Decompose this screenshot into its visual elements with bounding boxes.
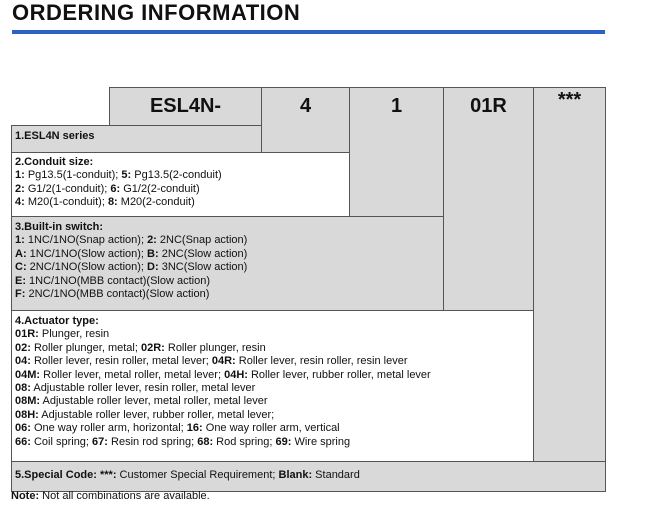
section-special-text: 5.Special Code: ***: Customer Special Requirement; Blank: Standard xyxy=(15,469,360,481)
conduit-line-2: 2: G1/2(1-conduit); 6: G1/2(2-conduit) xyxy=(15,182,200,195)
model-code-conduit: 4 xyxy=(299,94,312,117)
title-underline xyxy=(12,30,605,34)
note-label: Note: xyxy=(11,490,40,502)
switch-title: 3.Built-in switch: xyxy=(15,221,103,233)
switch-line-5: F: 2NC/1NO(MBB contact)(Slow action) xyxy=(15,288,210,301)
model-code-special: *** xyxy=(557,89,582,111)
section-series-text xyxy=(11,128,99,145)
note xyxy=(11,490,210,502)
page-title: ORDERING INFORMATION xyxy=(12,0,301,25)
actuator-line-9: 66: Coil spring; 67: Resin rod spring; 68: Rod spring; 69: Wire spring xyxy=(15,435,351,448)
model-prefix: ESL4N- xyxy=(149,94,222,117)
actuator-line-3: 04: Roller lever, resin roller, metal lever; 04R: Roller lever, resin roller, resin lever xyxy=(15,355,408,368)
conduit-line-1: 1: Pg13.5(1-conduit); 5: Pg13.5(2-conduit) xyxy=(15,169,222,182)
note-text: Not all combinations are available. xyxy=(39,490,210,502)
actuator-line-5: 08: Adjustable roller lever, resin roller, metal lever xyxy=(15,382,256,395)
switch-line-2: A: 1NC/1NO(Slow action); B: 2NC(Slow action) xyxy=(15,247,248,260)
special-code-label: 5.Special Code: ***: xyxy=(15,469,117,481)
actuator-line-7: 08H: Adjustable roller lever, rubber roller, metal lever; xyxy=(15,408,275,421)
switch-line-1: 1: 1NC/1NO(Snap action); 2: 2NC(Snap action) xyxy=(15,234,248,247)
actuator-title: 4.Actuator type: xyxy=(15,315,99,327)
model-code-actuator: 01R xyxy=(470,94,507,117)
col-special-bg xyxy=(533,87,606,492)
actuator-line-8: 06: One way roller arm, horizontal; 16: One way roller arm, vertical xyxy=(15,422,340,435)
section-conduit-text xyxy=(11,154,226,212)
model-code-switch: 1 xyxy=(390,94,403,117)
actuator-line-6: 08M: Adjustable roller lever, metal roller, metal lever xyxy=(15,395,268,408)
actuator-line-1: 01R: Plunger, resin xyxy=(15,328,110,341)
series-title: 1.ESL4N series xyxy=(15,130,95,142)
section-actuator-text xyxy=(11,313,435,451)
section-switch-text xyxy=(11,219,251,303)
conduit-title: 2.Conduit size: xyxy=(15,156,94,168)
conduit-line-3: 4: M20(1-conduit); 8: M20(2-conduit) xyxy=(15,196,195,209)
actuator-line-4: 04M: Roller lever, metal roller, metal lever; 04H: Roller lever, rubber roller, metal lever xyxy=(15,368,431,381)
switch-line-3: C: 2NC/1NO(Slow action); D: 3NC(Slow action) xyxy=(15,261,248,274)
switch-line-4: E: 1NC/1NO(MBB contact)(Slow action) xyxy=(15,274,210,287)
actuator-line-2: 02: Roller plunger, metal; 02R: Roller plunger, resin xyxy=(15,341,266,354)
